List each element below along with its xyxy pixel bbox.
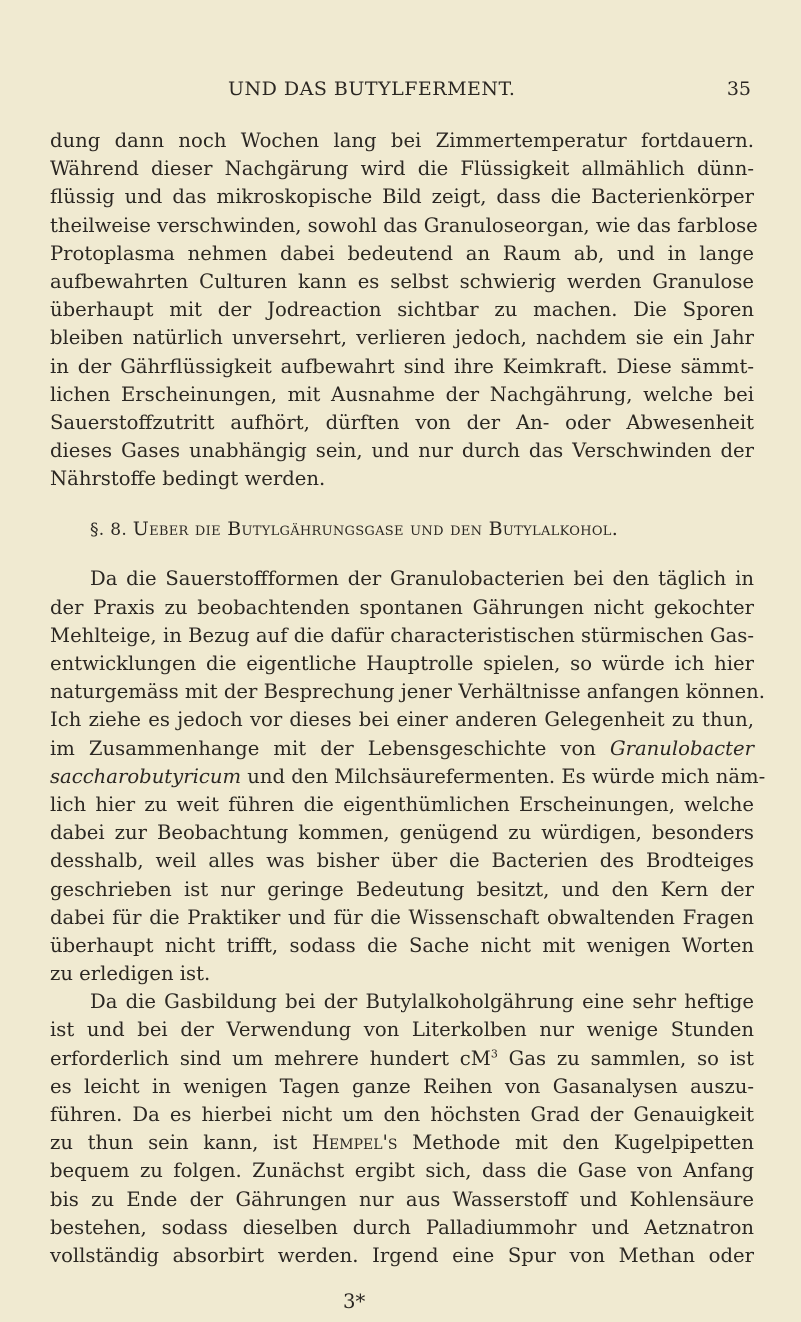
author-name: Hempel's bbox=[311, 1131, 398, 1155]
text-line: Während dieser Nachgärung wird die Flüssigkeit allmählich dünn- bbox=[50, 157, 754, 181]
text-line: bleiben natürlich unversehrt, verlieren jedoch, nachdem sie ein Jahr bbox=[50, 326, 754, 350]
text-line: bis zu Ende der Gährungen nur aus Wasserstoff und Kohlensäure bbox=[50, 1187, 754, 1211]
text-line: ist und bei der Verwendung von Literkolben nur wenige Stunden bbox=[50, 1018, 754, 1042]
text-run: und den Milchsäurefermenten. Es würde mich näm- bbox=[247, 764, 766, 788]
text-line: theilweise verschwinden, sowohl das Granuloseorgan, wie das farblose bbox=[50, 213, 758, 237]
text-line: dabei zur Beobachtung kommen, genügend zu würdigen, besonders bbox=[50, 821, 754, 845]
text-line: desshalb, weil alles was bisher über die Bacterien des Brodteiges bbox=[50, 849, 754, 873]
section-heading bbox=[50, 493, 754, 565]
text-line: Da die Sauerstoffformen der Granulobacterien bei den täglich in bbox=[90, 567, 754, 591]
species-name: Granulobacter bbox=[609, 736, 754, 760]
text-line: führen. Da es hierbei nicht um den höchsten Grad der Genauigkeit bbox=[50, 1103, 754, 1126]
superscript: 3 bbox=[490, 1047, 498, 1061]
text-line: es leicht in wenigen Tagen ganze Reihen von Gasanalysen auszu- bbox=[50, 1074, 754, 1098]
species-name: saccharobutyricum bbox=[50, 764, 242, 788]
text-line: naturgemäss mit der Besprechung jener Verhältnisse anfangen können. bbox=[50, 680, 765, 704]
paragraph-3 bbox=[50, 988, 754, 1270]
text-line: überhaupt nicht trifft, sodass die Sache nicht mit wenigen Worten bbox=[50, 933, 754, 957]
text-line: zu erledigen ist. bbox=[50, 962, 211, 986]
text-line: dieses Gases unabhängig sein, und nur durch das Verschwinden der bbox=[50, 439, 754, 463]
text-line: Nährstoffe bedingt werden. bbox=[50, 467, 326, 491]
text-line: in der Gährflüssigkeit aufbewahrt sind ihre Keimkraft. Diese sämmt- bbox=[50, 354, 754, 378]
text-line: überhaupt mit der Jodreaction sichtbar zu machen. Die Sporen bbox=[50, 298, 754, 322]
text-line: Da die Gasbildung bei der Butylalkoholgährung eine sehr heftige bbox=[90, 990, 754, 1014]
running-head bbox=[0, 78, 801, 104]
text-run: im Zusammenhange mit der Lebensgeschichte von bbox=[50, 736, 596, 760]
text-line: flüssig und das mikroskopische Bild zeigt, dass die Bacterienkörper bbox=[50, 185, 754, 209]
text-line: Ich ziehe es jedoch vor dieses bei einer anderen Gelegenheit zu thun, bbox=[50, 708, 754, 732]
text-line bbox=[50, 1129, 754, 1157]
text-line bbox=[50, 735, 754, 763]
text-line: bequem zu folgen. Zunächst ergibt sich, dass die Gase von Anfang bbox=[50, 1159, 754, 1183]
text-line: lich hier zu weit führen die eigenthümlichen Erscheinungen, welche bbox=[50, 792, 754, 816]
running-title: UND DAS BUTYLFERMENT. bbox=[228, 78, 516, 100]
text-line: dabei für die Praktiker und für die Wissenschaft obwaltenden Fragen bbox=[50, 905, 754, 929]
section-number: §. 8. bbox=[90, 520, 128, 541]
text-line: Mehlteige, in Bezug auf die dafür characteristischen stürmischen Gas- bbox=[50, 623, 754, 647]
page-number: 35 bbox=[726, 78, 751, 100]
paragraph-1 bbox=[50, 127, 758, 493]
text-run: zu thun sein kann, ist bbox=[50, 1131, 298, 1155]
text-line: bestehen, sodass dieselben durch Palladiummohr und Aetznatron bbox=[50, 1215, 754, 1239]
text-line: vollständig absorbirt werden. Irgend eine Spur von Methan oder bbox=[50, 1243, 754, 1267]
body-text bbox=[50, 127, 766, 1270]
text-run: Methode mit den Kugelpipetten bbox=[412, 1131, 755, 1155]
text-line: Sauerstoffzutritt aufhört, dürften von der An- oder Abwesenheit bbox=[50, 410, 754, 434]
paragraph-2 bbox=[50, 565, 766, 988]
text-line: Protoplasma nehmen dabei bedeutend an Raum ab, und in lange bbox=[50, 241, 754, 265]
text-line bbox=[50, 763, 766, 791]
text-line: dung dann noch Wochen lang bei Zimmertemperatur fortdauern. bbox=[50, 129, 754, 152]
signature-mark: 3* bbox=[343, 1290, 366, 1313]
text-line: der Praxis zu beobachtenden spontanen Gährungen nicht gekochter bbox=[50, 595, 754, 619]
text-line: aufbewahrten Culturen kann es selbst schwierig werden Granulose bbox=[50, 269, 754, 293]
section-title: Ueber die Butylgährungsgase und den Butylalkohol. bbox=[132, 518, 619, 541]
text-line: entwicklungen die eigentliche Hauptrolle spielen, so würde ich hier bbox=[50, 652, 754, 675]
text-line: lichen Erscheinungen, mit Ausnahme der Nachgährung, welche bei bbox=[50, 382, 754, 406]
text-run: Gas zu sammlen, so ist bbox=[497, 1046, 754, 1070]
text-run: erforderlich sind um mehrere hundert cM bbox=[50, 1046, 491, 1070]
text-line: geschrieben ist nur geringe Bedeutung besitzt, und den Kern der bbox=[50, 877, 754, 901]
text-line bbox=[50, 1045, 754, 1073]
